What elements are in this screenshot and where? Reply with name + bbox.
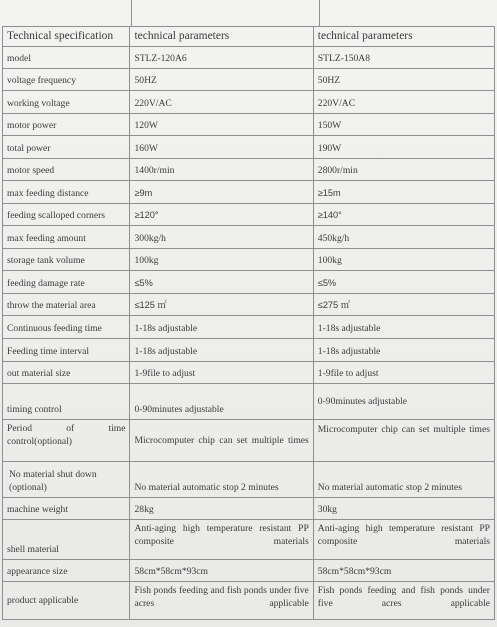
row-label: max feeding distance xyxy=(3,181,130,204)
row-label: appearance size xyxy=(3,560,130,582)
row-value: 190W xyxy=(313,136,494,159)
row-value: Fish ponds feeding and fish ponds under five acres applicable xyxy=(130,582,313,620)
row-value: 0-90minutes adjustable xyxy=(130,384,313,420)
table-row xyxy=(3,498,495,520)
row-label: motor power xyxy=(3,114,130,136)
row-value: ≥120° xyxy=(130,204,313,226)
row-label: timing control xyxy=(3,384,130,420)
table-row xyxy=(3,181,495,204)
table-row xyxy=(3,384,495,420)
row-value: 58cm*58cm*93cm xyxy=(130,560,313,582)
row-value: 100kg xyxy=(130,249,313,271)
row-label: working voltage xyxy=(3,91,130,114)
column-divider-line xyxy=(131,0,132,27)
row-value: Anti-aging high temperature resistant PP composite materials xyxy=(130,520,313,560)
row-value: ≤5% xyxy=(130,271,313,294)
table-row xyxy=(3,271,495,294)
row-value: ≥15m xyxy=(313,181,494,204)
row-value: 50HZ xyxy=(130,69,313,91)
row-value: 30kg xyxy=(313,498,494,520)
table-row xyxy=(3,69,495,91)
row-value: 150W xyxy=(313,114,494,136)
row-value: Anti-aging high temperature resistant PP composite materials xyxy=(313,520,494,560)
table-row xyxy=(3,159,495,181)
row-value: 2800r/min xyxy=(313,159,494,181)
row-value: 160W xyxy=(130,136,313,159)
row-value: 0-90minutes adjustable xyxy=(313,384,494,420)
row-label: machine weight xyxy=(3,498,130,520)
table-row xyxy=(3,420,495,462)
row-value: Microcomputer chip can set multiple times xyxy=(130,420,313,462)
table-row xyxy=(3,560,495,582)
table-row xyxy=(3,520,495,560)
row-value: ≤275 ㎡ xyxy=(313,294,494,316)
row-value: No material automatic stop 2 minutes xyxy=(313,462,494,498)
table-row xyxy=(3,204,495,226)
table-row xyxy=(3,462,495,498)
row-value: 1400r/min xyxy=(130,159,313,181)
table-row xyxy=(3,91,495,114)
row-value: 1-18s adjustable xyxy=(313,339,494,362)
row-value: No material automatic stop 2 minutes xyxy=(130,462,313,498)
row-value: STLZ-120A6 xyxy=(130,47,313,69)
row-value: Microcomputer chip can set multiple times xyxy=(313,420,494,462)
row-value: ≤125 ㎡ xyxy=(130,294,313,316)
row-value: 28kg xyxy=(130,498,313,520)
specification-table xyxy=(2,26,495,620)
table-row xyxy=(3,316,495,339)
row-value: ≤5% xyxy=(313,271,494,294)
table-row xyxy=(3,249,495,271)
row-value: 1-9file to adjust xyxy=(130,362,313,384)
row-label: Continuous feeding time xyxy=(3,316,130,339)
table-row xyxy=(3,582,495,620)
row-label: Period of time control(optional) xyxy=(3,420,130,462)
table-header-row xyxy=(3,27,495,47)
row-value: 120W xyxy=(130,114,313,136)
row-label: voltage frequency xyxy=(3,69,130,91)
row-value: Fish ponds feeding and fish ponds under five acres applicable xyxy=(313,582,494,620)
table-row xyxy=(3,362,495,384)
row-label: Feeding time interval xyxy=(3,339,130,362)
table-row xyxy=(3,47,495,69)
row-value: 1-18s adjustable xyxy=(130,339,313,362)
row-value: ≥9m xyxy=(130,181,313,204)
header-cell-parameters-a: technical parameters xyxy=(130,27,313,47)
header-cell-specification: Technical specification xyxy=(3,27,130,47)
table-row xyxy=(3,226,495,249)
table-row xyxy=(3,114,495,136)
row-value: 220V/AC xyxy=(130,91,313,114)
row-value: 450kg/h xyxy=(313,226,494,249)
row-value: STLZ-150A8 xyxy=(313,47,494,69)
table-row xyxy=(3,294,495,316)
row-label: storage tank volume xyxy=(3,249,130,271)
row-value: 50HZ xyxy=(313,69,494,91)
row-value: 1-18s adjustable xyxy=(313,316,494,339)
row-label: max feeding amount xyxy=(3,226,130,249)
row-label: out material size xyxy=(3,362,130,384)
row-label: shell material xyxy=(3,520,130,560)
row-value: 220V/AC xyxy=(313,91,494,114)
row-label: total power xyxy=(3,136,130,159)
row-label: motor speed xyxy=(3,159,130,181)
row-label: feeding damage rate xyxy=(3,271,130,294)
column-divider-line xyxy=(319,0,320,27)
row-value: 300kg/h xyxy=(130,226,313,249)
row-label: feeding scalloped corners xyxy=(3,204,130,226)
row-label: No material shut down (optional) xyxy=(3,462,130,498)
table-row xyxy=(3,136,495,159)
row-value: 1-9file to adjust xyxy=(313,362,494,384)
table-row xyxy=(3,339,495,362)
header-cell-parameters-b: technical parameters xyxy=(313,27,494,47)
row-value: 1-18s adjustable xyxy=(130,316,313,339)
row-value: 58cm*58cm*93cm xyxy=(313,560,494,582)
row-value: 100kg xyxy=(313,249,494,271)
row-label: product applicable xyxy=(3,582,130,620)
row-label: model xyxy=(3,47,130,69)
row-value: ≥140° xyxy=(313,204,494,226)
row-label: throw the material area xyxy=(3,294,130,316)
